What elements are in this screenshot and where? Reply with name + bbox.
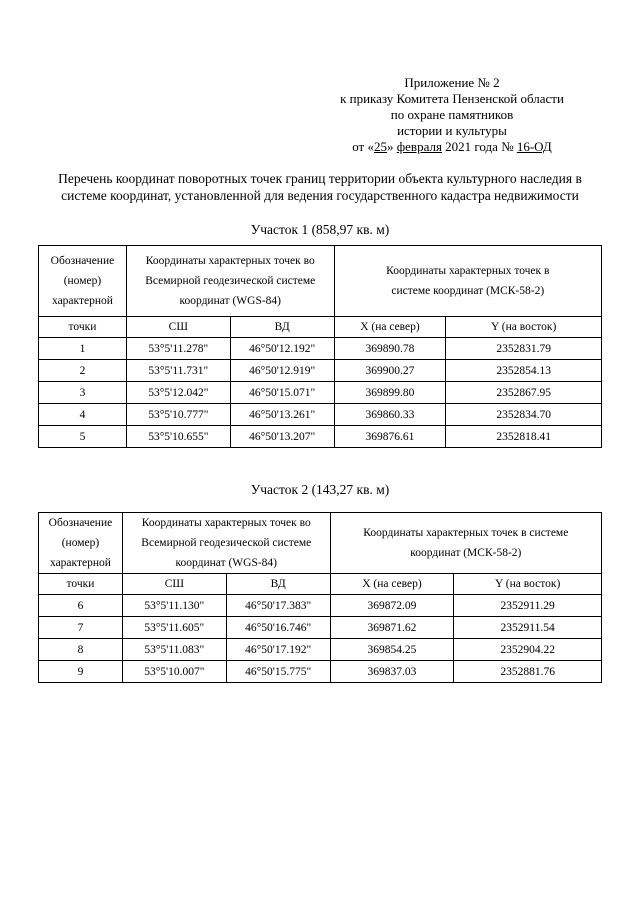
msk-header-line: Координаты характерных точек в системе	[363, 527, 569, 539]
x-cell: 369871.62	[330, 617, 454, 639]
x-cell: 369876.61	[334, 426, 446, 448]
lon-header: ВД	[230, 317, 334, 338]
coordinates-table-1	[38, 245, 602, 448]
wgs-header-line: Координаты характерных точек во	[145, 255, 315, 267]
wgs-header-line: Всемирной геодезической системе	[145, 275, 316, 287]
lat-header: СШ	[122, 574, 226, 595]
lon-cell: 46°50'12.919"	[230, 360, 334, 382]
point-number-cell: 1	[39, 338, 127, 360]
wgs-header	[122, 513, 330, 574]
date-prefix: от «	[352, 139, 374, 154]
y-cell: 2352911.29	[454, 595, 602, 617]
point-number-cell: 3	[39, 382, 127, 404]
title-line-2: системе координат, установленной для ведения государственного кадастра недвижимости	[61, 188, 579, 203]
table-row	[39, 639, 602, 661]
table-row	[39, 404, 602, 426]
lat-cell: 53°5'10.007"	[122, 661, 226, 683]
x-cell: 369837.03	[330, 661, 454, 683]
order-number: 16-ОД	[516, 139, 552, 154]
wgs-header-line: Координаты характерных точек во	[141, 517, 311, 529]
msk-header-line: Координаты характерных точек в	[386, 265, 550, 277]
date-year: 2021 года №	[441, 139, 517, 154]
lat-cell: 53°5'11.083"	[122, 639, 226, 661]
lat-cell: 53°5'11.731"	[126, 360, 230, 382]
lat-header: СШ	[126, 317, 230, 338]
lat-cell: 53°5'11.605"	[122, 617, 226, 639]
coordinates-table-2	[38, 512, 602, 683]
wgs-header	[126, 246, 334, 317]
lat-cell: 53°5'10.655"	[126, 426, 230, 448]
lat-cell: 53°5'12.042"	[126, 382, 230, 404]
x-header: X (на север)	[334, 317, 446, 338]
lon-cell: 46°50'13.261"	[230, 404, 334, 426]
x-cell: 369900.27	[334, 360, 446, 382]
wgs-header-line: координат (WGS-84)	[179, 295, 281, 307]
table-row	[39, 617, 602, 639]
y-cell: 2352834.70	[446, 404, 602, 426]
x-header: X (на север)	[330, 574, 454, 595]
appendix-committee-2: истории и культуры	[397, 123, 507, 138]
appendix-header	[302, 75, 602, 155]
x-cell: 369890.78	[334, 338, 446, 360]
table-row	[39, 595, 602, 617]
designation-header-line: Обозначение	[50, 255, 115, 267]
title-line-1: Перечень координат поворотных точек границ территории объекта культурного наследия в	[58, 171, 582, 186]
table-1-body	[39, 338, 602, 448]
designation-header-last: точки	[39, 317, 127, 338]
wgs-header-line: Всемирной геодезической системе	[141, 537, 312, 549]
x-cell: 369872.09	[330, 595, 454, 617]
point-number-cell: 8	[39, 639, 123, 661]
x-cell: 369854.25	[330, 639, 454, 661]
y-cell: 2352904.22	[454, 639, 602, 661]
y-cell: 2352867.95	[446, 382, 602, 404]
lon-cell: 46°50'17.192"	[226, 639, 330, 661]
appendix-order-ref: к приказу Комитета Пензенской области	[340, 91, 564, 106]
section-1-title: Участок 1 (858,97 кв. м)	[250, 222, 390, 237]
designation-header-last: точки	[39, 574, 123, 595]
lat-cell: 53°5'11.130"	[122, 595, 226, 617]
y-cell: 2352818.41	[446, 426, 602, 448]
designation-header	[39, 246, 127, 317]
lon-cell: 46°50'16.746"	[226, 617, 330, 639]
table-row	[39, 360, 602, 382]
y-cell: 2352911.54	[454, 617, 602, 639]
appendix-number: Приложение № 2	[404, 75, 500, 90]
msk-header-line: системе координат (МСК-58-2)	[391, 285, 545, 297]
lat-cell: 53°5'10.777"	[126, 404, 230, 426]
msk-header	[334, 246, 601, 317]
date-day: 25	[373, 139, 387, 154]
point-number-cell: 7	[39, 617, 123, 639]
point-number-cell: 5	[39, 426, 127, 448]
appendix-date-line	[302, 139, 602, 155]
date-mid: »	[386, 139, 397, 154]
designation-header-line: Обозначение	[48, 517, 113, 529]
designation-header-line: характерной	[51, 295, 113, 307]
msk-header	[330, 513, 601, 574]
table-row	[39, 382, 602, 404]
lon-cell: 46°50'17.383"	[226, 595, 330, 617]
y-cell: 2352831.79	[446, 338, 602, 360]
y-header: Y (на восток)	[446, 317, 602, 338]
lat-cell: 53°5'11.278"	[126, 338, 230, 360]
table-row	[39, 661, 602, 683]
point-number-cell: 4	[39, 404, 127, 426]
lon-cell: 46°50'12.192"	[230, 338, 334, 360]
x-cell: 369899.80	[334, 382, 446, 404]
lon-cell: 46°50'13.207"	[230, 426, 334, 448]
table-row	[39, 426, 602, 448]
table-row	[39, 338, 602, 360]
date-month: февраля	[396, 139, 442, 154]
section-2-title: Участок 2 (143,27 кв. м)	[250, 482, 390, 497]
designation-header-line: (номер)	[63, 275, 102, 287]
wgs-header-line: координат (WGS-84)	[175, 557, 278, 569]
point-number-cell: 2	[39, 360, 127, 382]
point-number-cell: 9	[39, 661, 123, 683]
table-2-body	[39, 595, 602, 683]
lon-header: ВД	[226, 574, 330, 595]
designation-header	[39, 513, 123, 574]
y-header: Y (на восток)	[454, 574, 602, 595]
x-cell: 369860.33	[334, 404, 446, 426]
y-cell: 2352881.76	[454, 661, 602, 683]
appendix-committee: по охране памятников	[390, 107, 514, 122]
designation-header-line: (номер)	[61, 537, 100, 549]
point-number-cell: 6	[39, 595, 123, 617]
document-title	[20, 170, 620, 204]
lon-cell: 46°50'15.775"	[226, 661, 330, 683]
lon-cell: 46°50'15.071"	[230, 382, 334, 404]
y-cell: 2352854.13	[446, 360, 602, 382]
msk-header-line: координат (МСК-58-2)	[410, 547, 522, 559]
designation-header-line: характерной	[49, 557, 111, 569]
